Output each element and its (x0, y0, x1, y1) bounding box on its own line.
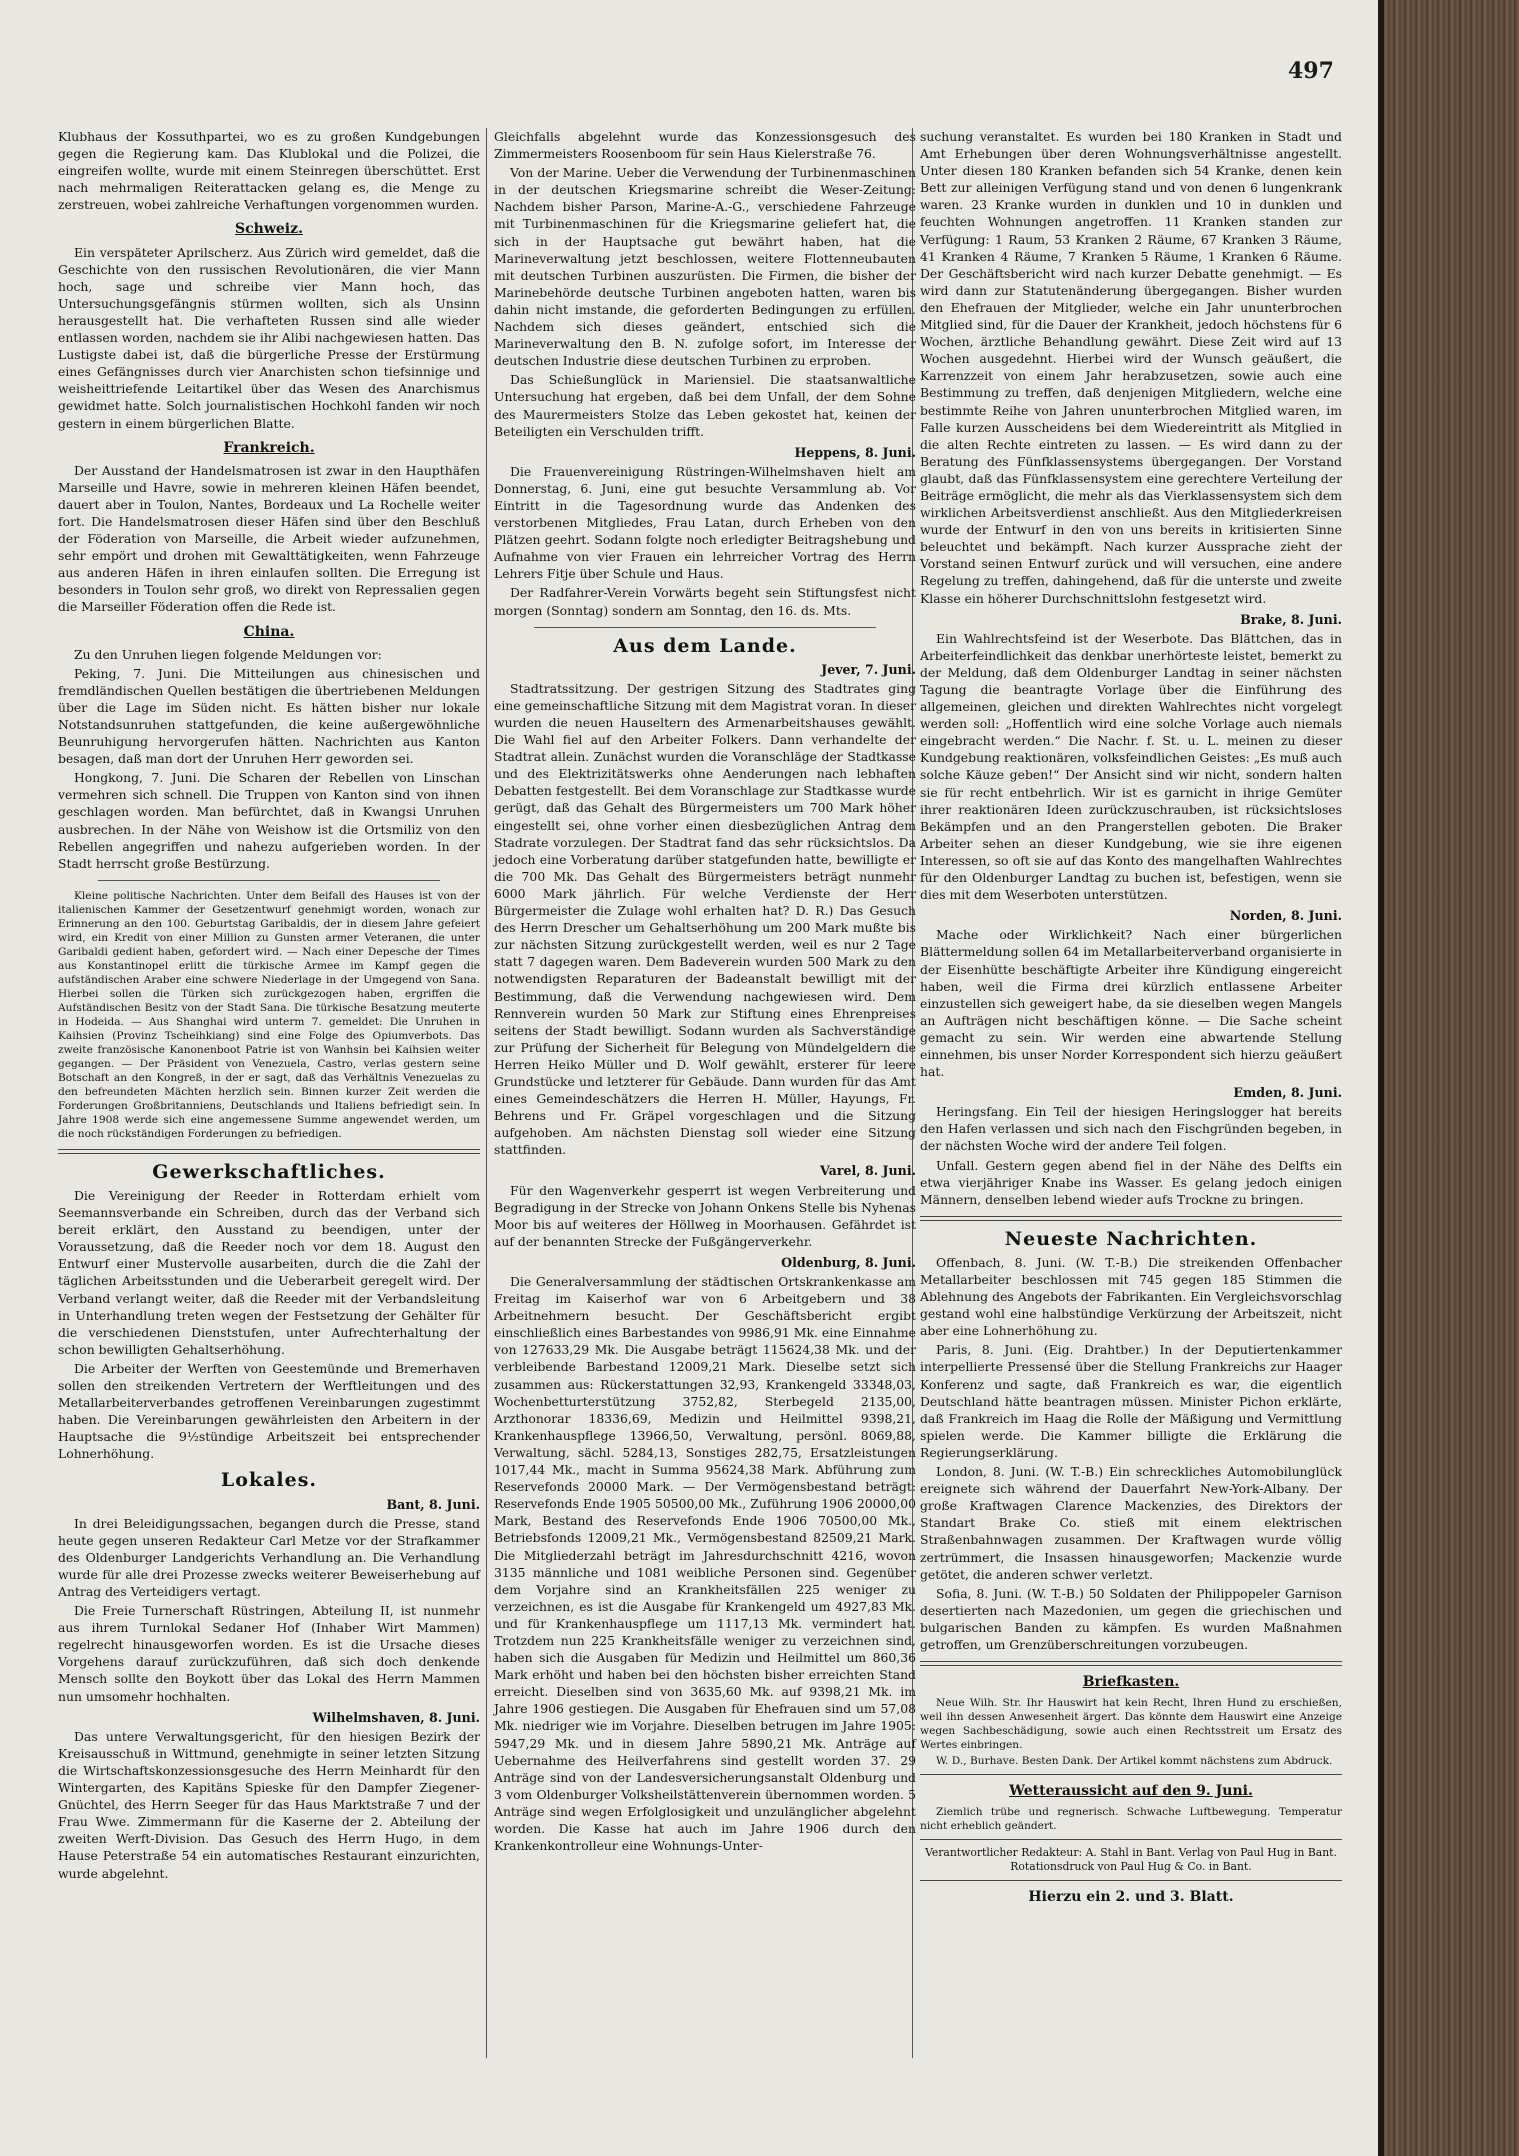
imprint: Verantwortlicher Redakteur: A. Stahl in Bant. Verlag von Paul Hug in Bant. Rotationsdruck von Paul Hug & Co. in Bant. (925, 1846, 1337, 1874)
article-sofia: Sofia, 8. Juni. (W. T.-B.) 50 Soldaten der Philippopeler Garnison desertierten nach Mazedonien, um gegen die griechischen und bulgarischen Banden zu kämpfen. Es wurden Maßnahmen getroffen, um Grenzüberschreitungen vorzubeugen. (920, 1585, 1342, 1652)
section-heading-aus-dem-lande: Aus dem Lande. (613, 634, 797, 657)
separator (98, 880, 440, 881)
supplement-note: Hierzu ein 2. und 3. Blatt. (1028, 1889, 1234, 1906)
article-schiessunglueck: Das Schießunglück in Mariensiel. Die staatsanwaltliche Untersuchung hat ergeben, daß bei dem Unfall, der dem Sohne des Maurermeisters Stolze das Leben gekostet hat, keinen der Beteiligten ein Verschulden trifft. (494, 372, 916, 439)
column-right (920, 128, 1342, 1906)
article-london: London, 8. Juni. (W. T.-B.) Ein schreckliches Automobilunglück ereignete sich während der Dauerfahrt New-York-Albany. Der große Kraftwagen Clarence Mackenzies, des Direktors der Standart Brake Co. stieß mit einem elektrischen Straßenbahnwagen zusammen. Der Kraftwagen wurde völlig zertrümmert, die Insassen hinausgeworfen; Mackenzie wurde getötet, die anderen schwer verletzt. (920, 1464, 1342, 1582)
page-edge-shadow (1378, 0, 1384, 2156)
article-offenbach: Offenbach, 8. Juni. (W. T.-B.) Die streikenden Offenbacher Metallarbeiter beschlossen mit 745 gegen 185 Stimmen die Ablehnung des Angebots der Fabrikanten. Ein Vergleichsvorschlag gestand wohl eine halbstündige Verkürzung der Arbeitszeit, nicht aber eine Lohnerhöhung zu. (920, 1254, 1342, 1339)
article-verwaltungsgericht: Das untere Verwaltungsgericht, für den hiesigen Bezirk der Kreisausschuß in Wittmund, genehmigte in seiner letzten Sitzung die Wirtschaftskonzessionsgesuche des Herrn Meinhardt für den Wintergarten, des Kapitäns Spieske für den Dampfer Ziegener-Gnüchtel, des Herrn Seeger für das Haus Marktstraße 7 und der Frau Wwe. Zimmermann für die Kaserne der 2. Abteilung der zweiten Werft-Division. Das Gesuch des Herrn Hugo, in dem Hause Peterstraße 54 ein automatisches Restaurant einzurichten, wurde abgelehnt. (58, 1728, 480, 1881)
article-china-intro: Zu den Unruhen liegen folgende Meldungen vor: (74, 646, 382, 662)
section-heading-wetteraussicht: Wetteraussicht auf den 9. Juni. (1009, 1783, 1253, 1800)
separator (920, 1661, 1342, 1666)
article-konzession: Gleichfalls abgelehnt wurde das Konzessionsgesuch des Zimmermeisters Roosenboom für sein Haus Kielerstraße 76. (494, 129, 916, 162)
separator (534, 627, 876, 628)
article-unfall: Unfall. Gestern gegen abend fiel in der Nähe des Delfts ein etwa vierjähriger Knabe ins Wasser. Es gelang jedoch einigen Männern, denselben lebend wieder aufs Trockne zu bringen. (920, 1157, 1342, 1207)
article-werften: Die Arbeiter der Werften von Geestemünde und Bremerhaven sollen den streikenden Vertretern der Werftleitungen und des Metallarbeiterverbandes getroffenen Vereinbarungen zugestimmt haben. Die Vereinbarungen gewährleisten den Arbeitern in der Hauptsache die 9½stündige Arbeitszeit bei entsprechender Lohnerhöhung. (58, 1360, 480, 1462)
article-paris: Paris, 8. Juni. (Eig. Drahtber.) In der Deputiertenkammer interpellierte Pressensé über die Stellung Frankreichs zur Haager Konferenz und sagte, daß Frankreich es war, die eigentlich Deutschland hätte beantragen müssen. Minister Pichon erklärte, daß Frankreich im Haag die Rolle der Mäßigung und Vermittlung spielen werde. Die Kammer billigte die Erklärung die Regierungserklärung. (920, 1342, 1342, 1460)
briefkasten-entry: Neue Wilh. Str. Ihr Hauswirt hat kein Recht, Ihren Hund zu erschießen, weil ihn dessen Anwesenheit ärgert. Das könnte dem Hauswirt eine Anzeige wegen Sachbeschädigung, sowie auch einen Rechtsstreit um Ersatz des Wertes einbringen. (920, 1697, 1342, 1752)
section-heading-frankreich: Frankreich. (223, 439, 315, 456)
dateline-oldenburg: Oldenburg, 8. Juni. (781, 1254, 916, 1270)
article-beleidigungssachen: In drei Beleidigungssachen, begangen durch die Presse, stand heute gegen unseren Redakteur Carl Metze vor der Strafkammer des Oldenburger Landgerichts Verhandlung an. Die Verhandlung wurde für alle drei Prozesse zwecks weiterer Beweiserhebung auf Antrag des Verteidigers vertagt. (58, 1515, 480, 1599)
book-spine (1378, 0, 1519, 2156)
dateline-bant: Bant, 8. Juni. (386, 1496, 480, 1512)
article-ortskrankenkasse: Die Generalversammlung der städtischen Ortskrankenkasse am Freitag im Kaiserhof war von 6 Arbeitgebern und 38 Arbeitnehmern besucht. Der Geschäftsbericht ergibt einschließlich eines Barbestandes von 9986,91 Mk. eine Einnahme von 127633,29 Mk. Die Ausgabe beträgt 115624,38 Mk. und der verbleibende Barbestand 12009,21 Mark. Dieselbe setzt sich zusammen aus: Rückerstattungen 32,93, Krankengeld 33348,03, Wochenbetturterstützung 3752,82, Sterbegeld 2135,00, Arzthonorar 18336,69, Medizin und Heilmittel 9398,21, Krankenhauspflege 13966,50, Verwaltung, persönl. 8069,88, Verwaltung, sächl. 5284,13, Sonstiges 282,75, Ersatzleistungen 1017,44 Mk., macht in Summa 95624,38 Mark. Abführung zum Reservefonds 20000 Mark. — Der Vermögensbestand beträgt: Reservefonds Ende 1905 50500,00 Mk., Zuführung 1906 20000,00 Mark, Bestand des Reservefonds Ende 1906 70500,00 Mk., Betriebsfonds 12009,21 Mk., Vermögensbestand 82509,21 Mark. Die Mitgliederzahl beträgt im Jahresdurchschnitt 4216, wovon 3135 männliche und 1081 weibliche Personen sind. Gegenüber dem Vorjahre sind an Krankheitsfällen 225 weniger zu verzeichnen, es ist die Ausgabe für Krankengeld um 4927,83 Mk. und für Krankenhauspflege um 1117,13 Mk. vermindert hat. Trotzdem nun 225 Krankheitsfälle weniger zu verzeichnen sind, haben sich die Ausgaben für Medizin und Heilmittel um 860,36 Mark erhöht und haben bei den höchsten bisher erreichten Stand erreicht. Dieselben sind von 3635,60 Mk. auf 9398,21 Mk. im Jahre 1906 gestiegen. Die Ausgaben für Ehefrauen sind um 57,08 Mk. niedriger wie im Vorjahre. Dieselben betrugen im Jahre 1905: 5947,29 Mk. und in diesem Jahre 5890,21 Mk. Anträge auf Uebernahme des Heilverfahrens sind gestellt worden 37. 29 Anträge sind von der Landesversicherungsanstalt Oldenburg und 3 vom Oldenburger Volksheilstättenverein übernommen worden. 5 Anträge sind wegen Erfolglosigkeit und unzulänglicher abgelehnt worden. Die Kasse hat auch im Jahre 1906 durch den Krankenkontrolleur eine Wohnungs-Unter- (494, 1274, 916, 1854)
section-heading-lokales: Lokales. (220, 1469, 318, 1492)
article-peking: Peking, 7. Juni. Die Mitteilungen aus chinesischen und fremdländischen Quellen bestätigen die übertriebenen Meldungen über die Lage im Süden nicht. Es hätten bisher nur lokale Notstandsunruhen stattgefunden, die keine außergewöhnliche Beunruhigung hervorgerufen hätten. Nachrichten aus Kanton besagen, daß man dort der Unruhen Herr geworden sei. (58, 665, 480, 767)
column-left (58, 128, 480, 1884)
article-turnerschaft: Die Freie Turnerschaft Rüstringen, Abteilung II, ist nunmehr aus ihrem Turnlokal Sedaner Hof (Inhaber Wirt Mammen) regelrecht hinausgeworfen worden. Es ist die Ursache dieses Vorgehens darauf zurückzuführen, daß sich doch denkende Mensch sollte den Boykott über das Lokal des Herrn Mammen nun umsomehr hochhalten. (58, 1603, 480, 1704)
briefkasten-entry: W. D., Burhave. Besten Dank. Der Artikel kommt nächstens zum Abdruck. (936, 1755, 1333, 1768)
article-marine: Von der Marine. Ueber die Verwendung der Turbinenmaschinen in der deutschen Kriegsmarine schreibt die Weser-Zeitung: Nachdem bisher Parson, Marine-A.-G., verschiedene Fahrzeuge mit Turbinenmaschinen für die Kriegsmarine geliefert hat, die sich in der Hauptsache gut bewährt haben, hat die Marineverwaltung jetzt beschlossen, weitere Flottenneubauten mit deutschen Turbinen auszurüsten. Die Firmen, die bisher der Marinebehörde deutsche Turbinen angeboten hatten, waren bis dahin nicht imstande, die geforderten Bedingungen zu erfüllen. Nachdem sich dieses geändert, entschied sich die Marineverwaltung den B. N. zufolge sofort, im Interesse der deutschen Industrie diese deutschen Turbinen zu erproben. (494, 165, 916, 369)
section-heading-briefkasten: Briefkasten. (1082, 1674, 1180, 1691)
article-kossuth: Klubhaus der Kossuthpartei, wo es zu großen Kundgebungen gegen die Regierung kam. Das Klublokal und die Polizei, die eingreifen wollte, wurde mit einem Steinregen überschüttet. Erst nach mehrmaligen Reiterattacken gelang es, die Menge zu zerstreuen, wobei zahlreiche Verhaftungen vorgenommen wurden. (58, 129, 480, 213)
article-aprilscherz: Ein verspäteter Aprilscherz. Aus Zürich wird gemeldet, daß die Geschichte von den russischen Revolutionären, die vier Mann hoch, sage und schreibe vier Mann hoch, das Untersuchungsgefängnis stürmen wollten, sich als Unsinn herausgestellt hat. Die verhafteten Russen sind alle wieder entlassen worden, nachdem sie ihr Alibi nachgewiesen hatten. Das Lustigste dabei ist, daß die bürgerliche Presse der Erstürmung eines Gefängnisses durch vier Anarchisten schon tiefsinnige und weisheittriefende Leitartikel über das Wesen des Anarchismus gewidmet hatte. Solch journalistischen Hochkohl fanden wir noch gestern in einem bürgerlichen Blatte. (58, 244, 480, 431)
article-mache-oder-wirklichkeit: Mache oder Wirklichkeit? Nach einer bürgerlichen Blättermeldung sollen 64 im Metallarbeiterverband organisierte in der Eisenhütte beschäftigte Arbeiter ihre Kündigung eingereicht haben, weil die Firma drei kürzlich entlassene Arbeiter einzustellen sich geweigert habe, da sie dieselben wegen Mangels an Aufträgen nicht beschäftigen könne. — Die Sache scheint gemacht zu sein. Wir werden eine abwartende Stellung einnehmen, bis unser Norder Korrespondent sich hierzu geäußert hat. (920, 927, 1342, 1080)
article-handelsmatrosen: Der Ausstand der Handelsmatrosen ist zwar in den Haupthäfen Marseille und Havre, sowie in mehreren kleinen Häfen beendet, dauert aber in Toulon, Nantes, Bordeaux und La Rochelle weiter fort. Die Handelsmatrosen dieser Häfen sind über den Beschluß der Föderation von Marseille, die Arbeit wieder aufzunehmen, sehr empört und drohen mit Gewalttätigkeiten, wenn Fahrzeuge aus anderen Häfen in ihren einlaufen sollten. Die Erregung ist besonders in Toulon sehr groß, wo direkt von Repressalien gegen die Marseiller Föderation offen die Rede ist. (58, 462, 480, 615)
article-kleine-nachrichten: Kleine politische Nachrichten. Unter dem Beifall des Hauses ist von der italienischen Kammer der Gesetzentwurf genehmigt worden, wonach zur Erinnerung an den 100. Geburtstag Garibaldis, der in diesem Jahre gefeiert wird, ein Kredit von einer Million zu Gunsten armer Veteranen, die unter Garibaldi gedient haben, gefordert wird. — Nach einer Depesche der Times aus Konstantinopel erlitt die türkische Armee im Kampf gegen die aufständischen Araber eine schwere Niederlage in der Umgegend von Sana. Hierbei sollen die Türken sich zurückgezogen haben, ergriffen die Aufständischen Besitz von der Stadt Sana. Die türkische Besatzung meuterte in Hodeida. — Aus Shanghai wird unterm 7. gemeldet: Die Unruhen in Kaihsien (Provinz Tscheihkiang) sind eine Folge des Opiumverbots. Das zweite französische Kanonenboot Patrie ist von Wanhsin bei Kaihsien weiter gegangen. — Der Präsident von Venezuela, Castro, verlas gestern seine Botschaft an den Kongreß, in der er sagt, daß das Verhältnis Venezuelas zu den befreundeten Mächten herzlich sein. Binnen kurzer Zeit werden die Forderungen Großbritanniens, Deutschlands und Italiens befriedigt sein. In Jahre 1908 werde sich eine angemessene Summe angewendet werden, um die noch rückständigen Forderungen zu befriedigen. (58, 889, 480, 1140)
dateline-varel: Varel, 8. Juni. (820, 1163, 916, 1179)
article-wohnungsuntersuchung: suchung veranstaltet. Es wurden bei 180 Kranken in Stadt und Amt Erhebungen über deren Wohnungsverhältnisse angestellt. Unter diesen 180 Kranken befanden sich 54 Kranke, denen kein Bett zur alleinigen Verfügung stand und von denen 6 lungenkrank waren. 23 Kranke wurden in dunklen und 10 in dunklen und feuchten Wohnungen angetroffen. 11 Kranken standen zur Verfügung: 1 Raum, 53 Kranken 2 Räume, 67 Kranken 3 Räume, 41 Kranken 4 Räume, 7 Kranken 5 Räume, 1 Kranken 6 Räume. Der Geschäftsbericht wird nach kurzer Debatte genehmigt. — Es wird dann zur Statutenänderung übergegangen. Bisher wurden den Ehefrauen der Mitglieder, welche ein Jahr ununterbrochen Mitglied sind, für die Dauer der Krankheit, jedoch höchstens für 6 Wochen, ärztliche Behandlung gewährt. Diese Zeit wird auf 13 Wochen ausgedehnt. Hierbei wird der Wunsch geäußert, die Karrenzzeit von einem Jahr herabzusetzen, sowie auch eine Bestimmung zu treffen, daß denjenigen Mitgliedern, welche eine bestimmte Reihe von Jahren ununterbrochen Mitglied waren, im Falle kurzen Ausscheidens bei dem Wiedereintritt als Mitglied in die alten Rechte eintreten zu lassen. — Es wird dann zu der Beratung des Fünfklassensystems übergegangen. Der Vorstand glaubt, daß das Fünfklassensystem eine gerechtere Verteilung der Beiträge ermöglicht, die mehr als das Vierklassensystem sich dem wirklichen Arbeitsverdienst anschließt. Aus den Mitgliederkreisen wurde der Entwurf in den von uns bereits in kritisierten Sinne beleuchtet und bekämpft. Nach kurzer Aussprache zieht der Vorstand seinen Entwurf zurück und will versuchen, eine andere Regelung zu treffen, dahingehend, daß für die unterste und zweite Klasse ein höherer Durchschnittslohn festgesetzt wird. (920, 129, 1342, 606)
article-hongkong: Hongkong, 7. Juni. Die Scharen der Rebellen von Linschan vermehren sich schnell. Die Truppen von Kanton sind von ihnen geschlagen worden. Man befürchtet, daß in Kwangsi Unruhen ausbrechen. In der Nähe von Weishow ist die Ortsmiliz von den Rebellen angegriffen und nahezu aufgerieben worden. In der Stadt herrscht große Bestürzung. (58, 770, 480, 871)
article-wahlrechtsfeind: Ein Wahlrechtsfeind ist der Weserbote. Das Blättchen, das in Arbeiterfeindlichkeit das denkbar unerhörteste leistet, bemerkt zu der Meldung, daß dem Oldenburger Landtag in seiner nächsten Tagung die beantragte Vorlage über die Einführung des allgemeinen, gleichen und direkten Wahlrechtes nicht vorgelegt werden soll: „Hoffentlich wird eine solche Vorlage auch niemals eingebracht werden.“ Die Nachr. f. St. u. L. meinen zu dieser Kundgebung reaktionären, volksfeindlichen Geistes: „Es muß auch solche Käuze geben!“ Der Ansicht sind wir nicht, sondern halten sie für recht entbehrlich. Wir ist es garnicht in ihrige Gemüter ihrer reaktionären Ideen zurückzuschrauben, ist rücksichtsloses Bekämpfen und an den Prangerstellen geboten. Die Braker Arbeiter sehen an dieser Kundgebung, wie sie ihre eigenen Interessen, so oft sie auf das Konto des mangelhaften Wahlrechtes für den Oldenburger Landtag zu buchen ist, befestigen, wenn sie dies mit dem Weserboten unterstützen. (920, 630, 1342, 903)
dateline-norden: Norden, 8. Juni. (1229, 908, 1342, 924)
article-frauenvereinigung: Die Frauenvereinigung Rüstringen-Wilhelmshaven hielt am Donnerstag, 6. Juni, eine gut besuchte Versammlung ab. Vor Eintritt in die Tagesordnung wurde das Andenken des verstorbenen Mitgliedes, Frau Latan, durch Erheben von den Plätzen geehrt. Sodann folgte noch erledigter Beitragshebung und Aufnahme von vier Frauen ein lehrreicher Vortrag des Herrn Lehrers Fitje über Schule und Haus. (494, 463, 916, 582)
separator (920, 1774, 1342, 1775)
dateline-emden: Emden, 8. Juni. (1233, 1085, 1342, 1101)
separator (58, 1149, 480, 1154)
article-radfahrer: Der Radfahrer-Verein Vorwärts begeht sein Stiftungsfest nicht morgen (Sonntag) sondern am Sonntag, den 16. ds. Mts. (494, 585, 916, 618)
section-heading-gewerkschaftliches: Gewerkschaftliches. (152, 1160, 386, 1183)
article-reeder-rotterdam: Die Vereinigung der Reeder in Rotterdam erhielt vom Seemannsverbande ein Schreiben, durch das der Verband sich bereit erklärt, den Ausstand zu beendigen, unter der Voraussetzung, daß die Reeder noch vor dem 18. August den Entwurf einer Mustervolle ausarbeiten, durch die die Zahl der täglichen Arbeitsstunden und die Ueberarbeit geregelt wird. Der Verband verlangt weiter, daß die Reeder mit der Verbandsleitung in Unterhandlung treten wegen der Festsetzung der Gehälter für die verschiedenen Dienststufen, unter Aufrechterhaltung der schon bewilligten Gehaltserhöhung. (58, 1187, 480, 1357)
separator (920, 1839, 1342, 1840)
column-rule (486, 128, 487, 2058)
dateline-wilhelmshaven: Wilhelmshaven, 8. Juni. (312, 1709, 480, 1725)
article-heringsfang: Heringsfang. Ein Teil der hiesigen Heringslogger hat bereits den Hafen verlassen und sich nach den Fischgründen begeben, in der nächsten Woche wird der andere Teil folgen. (920, 1104, 1342, 1154)
section-heading-neueste-nachrichten: Neueste Nachrichten. (1004, 1227, 1258, 1250)
dateline-heppens: Heppens, 8. Juni. (794, 444, 916, 460)
section-heading-schweiz: Schweiz. (235, 221, 303, 238)
separator (920, 1880, 1342, 1881)
column-middle (494, 128, 916, 1856)
page-number: 497 (1288, 58, 1334, 84)
separator (920, 1216, 1342, 1221)
article-wagenverkehr: Für den Wagenverkehr gesperrt ist wegen Verbreiterung und Begradigung in der Strecke von Johann Onkens Stelle bis Nyhenas Moor bis auf weiteres der Höllweg in Moorhausen. Gefährdet ist auf der benannten Strecke der Fußgängerverkehr. (494, 1182, 916, 1249)
article-stadtratssitzung: Stadtratssitzung. Der gestrigen Sitzung des Stadtrates ging eine gemeinschaftliche Sitzung mit dem Magistrat voran. In dieser wurden die neuen Hauseltern des Armenarbeitshauses gewählt. Die Wahl fiel auf den Arbeiter Folkers. Dann verhandelte der Stadtrat allein. Zunächst wurden die Voranschläge der Stadtkasse und des Elektrizitätswerks ohne Aenderungen nach lebhaften Debatten festgestellt. Bei dem Voranschlage zur Stadtkasse wurde gerügt, daß das Gehalt des Bürgermeisters um 700 Mark höher eingestellt sei, ohne vorher einen diesbezüglichen Antrag dem Stadrate vorzulegen. Der Stadtrat fand das sehr rücksichtslos. Da jedoch eine Vorberatung darüber statgefunden hatte, bewilligte er die 700 Mk. Das Gehalt des Bürgermeisters beträgt nunmehr 6000 Mark jährlich. Für welche Verdienste der Herr Bürgermeister die Zulage wohl erhalten hat? D. R.) Das Gesuch des Herrn Drescher um Gehaltserhöhung um 200 Mark mußte bis zur nächsten Sitzung zurückgestellt werden, weil es nur 2 Tage statt 7 dagegen waren. Dem Badeverein wurden 500 Mark zu den notwendigsten Reparaturen der Badeanstalt bewilligt mit der Bestimmung, daß die Verwendung nachgewiesen wird. Dem Rennverein wurden 50 Mark zur Stiftung eines Ehrenpreises seitens der Stadt bewilligt. Sodann wurden als Sachverständige zur Prüfung der Sicherheit für Belegung von Mündelgeldern die Herren Heiko Müller und D. Wolf gewählt, ersterer für leere Grundstücke und letzterer für Gebäude. Dann wurden für das Amt eines Gemeindeschätzers die Herren H. Müller, Hayungs, Fr. Behrens und Fr. Gräpel vorgeschlagen und die Sitzung aufgehoben. Am nächsten Dienstag soll wieder eine Sitzung stattfinden. (494, 680, 916, 1158)
dateline-jever: Jever, 7. Juni. (821, 661, 916, 677)
section-heading-china: China. (243, 623, 295, 640)
dateline-brake: Brake, 8. Juni. (1240, 611, 1342, 627)
weather-forecast: Ziemlich trübe und regnerisch. Schwache Luftbewegung. Temperatur nicht erheblich geändert. (920, 1806, 1342, 1833)
